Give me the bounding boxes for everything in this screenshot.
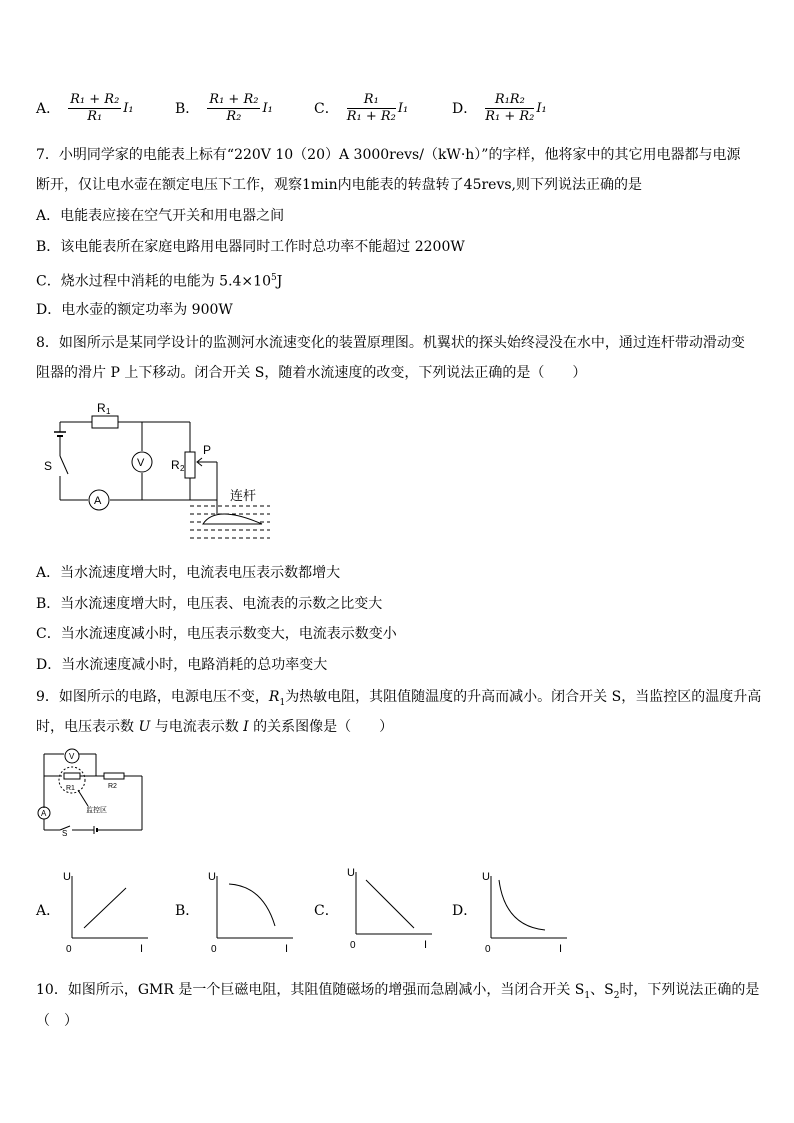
q7-stem-line2: 断开，仅让电水壶在额定电压下工作，观察1min内电能表的转盘转了45revs,则下列说法正确的是 — [36, 177, 643, 193]
q9-graph-b[interactable] — [205, 866, 305, 956]
svg-text:U: U — [63, 871, 71, 883]
q6-option-a[interactable]: A． $\frac{\text{R₁ + R₂}}{\text{R₁}}$ I₁ — [36, 91, 134, 124]
curve — [499, 880, 545, 930]
svg-text:R: R — [171, 458, 180, 472]
q7-stem-line1: 7．小明同学家的电能表上标有“220V 10（20）A 3000revs/（kW·h）”的字样，他将家中的其它用电器都与电源 — [36, 147, 741, 163]
curve — [366, 880, 414, 928]
q8-stem-line1: 8．如图所示是某同学设计的监测河水流速变化的装置原理图。机翼状的探头始终浸没在水中，通过连杆带动滑动变 — [36, 335, 745, 351]
q8-circuit-diagram — [40, 396, 280, 552]
q9-graph-d[interactable] — [479, 866, 579, 956]
q7-option-a[interactable]: A．电能表应接在空气开关和用电器之间 — [36, 208, 285, 224]
curve — [229, 884, 275, 926]
q9-circuit-diagram — [34, 748, 154, 838]
q7-option-c[interactable]: C．烧水过程中消耗的电能为 $5.4\times 10^5J$ — [36, 273, 283, 290]
svg-text:V: V — [69, 752, 75, 761]
fraction: $\frac{\text{R₁ + R₂}}{\text{R₁}}$ — [70, 91, 120, 124]
fraction: $\frac{\text{R₁ + R₂}}{\text{R₂}}$ — [209, 91, 259, 124]
svg-text:I: I — [424, 939, 428, 951]
q8-option-d[interactable]: D．当水流速度减小时，电路消耗的总功率变大 — [36, 657, 328, 673]
resistor-r1 — [64, 773, 80, 779]
svg-text:U: U — [347, 867, 355, 879]
svg-text:A: A — [41, 809, 47, 818]
q6-option-b[interactable]: B． $\frac{\text{R₁ + R₂}}{\text{R₂}}$ I₁ — [175, 91, 273, 124]
svg-text:0: 0 — [66, 944, 72, 955]
svg-text:2: 2 — [180, 464, 185, 473]
svg-text:S: S — [44, 459, 53, 473]
q10-stem-line2: （ ） — [36, 1013, 78, 1029]
resistor-r2 — [185, 452, 195, 478]
q8-stem-line2: 阻器的滑片 P 上下移动。闭合开关 S，随着水流速度的改变，下列说法正确的是（ ） — [36, 365, 587, 381]
q9-option-d-label[interactable]: D． — [452, 903, 478, 919]
svg-text:R: R — [97, 401, 106, 415]
q6-option-c[interactable]: C． $\frac{\text{R₁}}{\text{R₁ + R₂}}$ I₁ — [314, 91, 409, 124]
q9-stem-line1: 9．如图所示的电路，电源电压不变，$R_1$为热敏电阻，其阻值随温度的升高而减小。闭合开关 S，当监控区的温度升高 — [36, 689, 762, 708]
svg-text:U: U — [208, 871, 216, 883]
svg-text:S: S — [62, 829, 68, 838]
q9-stem-line2: 时，电压表示数 U 与电流表示数 I 的关系图像是（ ） — [36, 719, 394, 735]
svg-text:监控区: 监控区 — [86, 807, 107, 814]
svg-text:0: 0 — [350, 940, 356, 951]
option-label: B． — [175, 101, 200, 117]
q9-option-a-label[interactable]: A． — [36, 903, 61, 919]
q7-option-d[interactable]: D．电水壶的额定功率为 900W — [36, 302, 233, 318]
svg-text:I: I — [140, 943, 144, 955]
option-label: C． — [314, 101, 339, 117]
svg-text:1: 1 — [106, 407, 111, 416]
resistor-r2 — [104, 773, 124, 779]
q9-graph-c[interactable] — [344, 862, 444, 952]
svg-text:R2: R2 — [108, 783, 117, 790]
svg-text:0: 0 — [211, 944, 217, 955]
svg-text:连杆: 连杆 — [230, 488, 257, 503]
fraction: $\frac{\text{R₁}}{\text{R₁ + R₂}}$ — [346, 91, 396, 124]
svg-text:A: A — [94, 495, 102, 507]
curve — [84, 888, 126, 928]
svg-text:R1: R1 — [66, 785, 75, 792]
option-label: A． — [36, 101, 61, 117]
fraction: $\frac{\text{R₁R₂}}{\text{R₁ + R₂}}$ — [485, 91, 535, 124]
svg-text:I: I — [285, 943, 289, 955]
option-label: D． — [452, 101, 478, 117]
q6-option-d[interactable]: D． $\frac{\text{R₁R₂}}{\text{R₁ + R₂}}$ I₁ — [452, 91, 547, 124]
svg-text:U: U — [482, 871, 490, 883]
svg-text:I: I — [559, 943, 563, 955]
q8-option-c[interactable]: C．当水流速度减小时，电压表示数变大，电流表示数变小 — [36, 626, 397, 642]
svg-text:0: 0 — [485, 944, 491, 955]
q9-option-b-label[interactable]: B． — [175, 903, 200, 919]
svg-text:V: V — [137, 457, 145, 469]
wing-probe — [203, 514, 262, 524]
resistor-r1 — [92, 416, 118, 428]
q9-option-c-label[interactable]: C． — [314, 903, 339, 919]
q8-option-a[interactable]: A．当水流速度增大时，电流表电压表示数都增大 — [36, 565, 341, 581]
q10-stem-line1: 10．如图所示，GMR 是一个巨磁电阻，其阻值随磁场的增强而急剧减小，当闭合开关 $S_1$、$S_2$时，下列说法正确的是 — [36, 982, 760, 1001]
q8-option-b[interactable]: B．当水流速度增大时，电压表、电流表的示数之比变大 — [36, 596, 383, 612]
svg-text:P: P — [203, 443, 212, 457]
q7-option-b[interactable]: B．该电能表所在家庭电路用电器同时工作时总功率不能超过 2200W — [36, 239, 465, 255]
q9-graph-a[interactable] — [60, 866, 160, 956]
